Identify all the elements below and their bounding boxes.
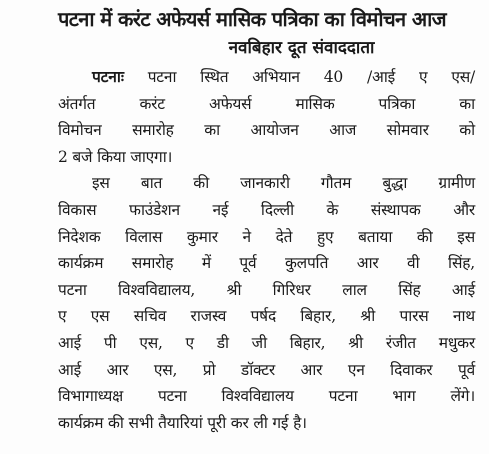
article-line: आई आर एस, प्रो डॉक्टर आर एन दिवाकर पूर्व: [58, 360, 475, 379]
article-body: [58, 64, 475, 436]
article-line: पटनाः पटना स्थित अभियान 40 /आई ए एस/: [92, 68, 475, 86]
article-line: पटना विश्वविद्यालय, श्री गिरिधर लाल सिंह आई: [58, 280, 475, 299]
article-line: निदेशक विलास कुमार ने देते हुए बताया की इस: [58, 227, 475, 246]
article-line: कार्यक्रम की सभी तैयारियां पूरी कर ली गई है।: [58, 413, 307, 432]
article-line: कार्यक्रम समारोह में पूर्व कुलपति आर वी सिंह,: [58, 254, 475, 273]
article-line: विमोचन समारोह का आयोजन आज सोमवार को: [58, 121, 475, 140]
article-dateline: पटनाः: [92, 68, 124, 86]
article-line: आई पी एस, ए डी जी बिहार, श्री रंजीत मधुकर: [58, 333, 475, 352]
article-line: ए एस सचिव राजस्व पर्षद बिहार, श्री पारस नाथ: [58, 307, 475, 326]
article-byline: नवबिहार दूत संवाददाता: [228, 38, 375, 58]
article-line: विभागाध्यक्ष पटना विश्वविद्यालय पटना भाग लेंगे।: [58, 387, 475, 406]
article-line: विकास फाउंडेशन नई दिल्ली के संस्थापक और: [58, 200, 475, 219]
article-line: अंतर्गत करंट अफेयर्स मासिक पत्रिका का: [58, 94, 475, 113]
article-line: इस बात की जानकारी गौतम बुद्धा ग्रामीण: [92, 174, 475, 193]
article-line: 2 बजे किया जाएगा।: [58, 147, 173, 166]
article-headline: पटना में करंट अफेयर्स मासिक पत्रिका का विमोचन आज: [58, 7, 447, 31]
